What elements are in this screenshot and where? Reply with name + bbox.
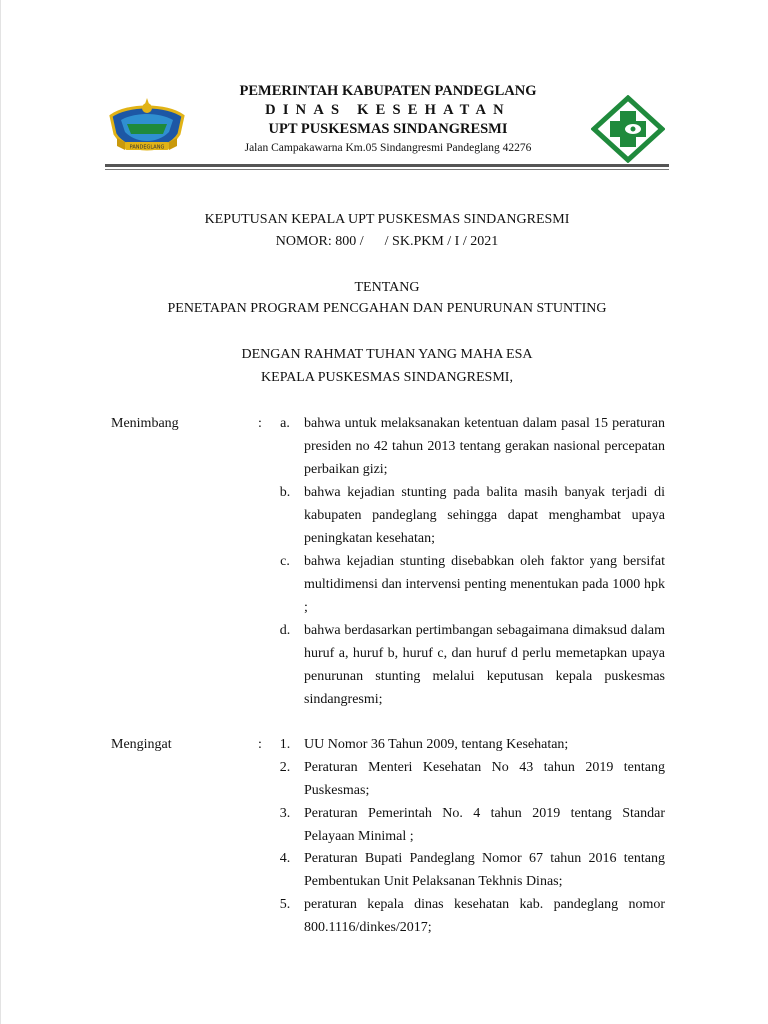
decree-number: NOMOR: 800 / / SK.PKM / I / 2021 xyxy=(275,234,499,249)
decree-title: KEPUTUSAN KEPALA UPT PUSKESMAS SINDANGRESMI xyxy=(204,212,570,227)
letterhead-rule-thin xyxy=(105,169,669,170)
item-marker: 3. xyxy=(279,806,291,821)
item-marker: 5. xyxy=(279,897,291,912)
letterhead-address: Jalan Campakawarna Km.05 Sindangresmi Pandeglang 42276 xyxy=(244,142,532,154)
letterhead-department: DINAS KESEHATAN xyxy=(265,102,511,118)
mengingat-item xyxy=(271,733,665,756)
item-marker: 4. xyxy=(279,851,291,866)
item-text: Peraturan Menteri Kesehatan No 43 tahun 2019 tentang Puskesmas; xyxy=(304,760,665,798)
menimbang-item xyxy=(271,550,665,619)
regency-crest-icon xyxy=(107,94,187,160)
item-text: Peraturan Pemerintah No. 4 tahun 2019 tentang Standar Pelayaan Minimal ; xyxy=(304,806,665,844)
mengingat-colon: : xyxy=(258,737,262,752)
item-text: peraturan kepala dinas kesehatan kab. pandeglang nomor 800.1116/dinkes/2017; xyxy=(304,897,665,935)
item-text: bahwa kejadian stunting pada balita masih banyak terjadi di kabupaten pandeglang sehingga dapat menghambat upaya peningkatan kesehatan; xyxy=(304,485,665,546)
mengingat-item xyxy=(271,847,665,893)
decree-grace: DENGAN RAHMAT TUHAN YANG MAHA ESA xyxy=(241,347,533,362)
item-marker: a. xyxy=(280,416,290,431)
item-marker: d. xyxy=(279,623,291,638)
item-text: bahwa berdasarkan pertimbangan sebagaimana dimaksud dalam huruf a, huruf b, huruf c, dan huruf d perlu memetapkan upaya penurunan stunting melalui keputusan kepala puskesmas sindangresmi; xyxy=(304,623,665,707)
mengingat-item xyxy=(271,756,665,802)
letterhead-rule-thick xyxy=(105,164,669,167)
menimbang-label: Menimbang xyxy=(111,416,179,431)
item-marker: c. xyxy=(280,554,290,569)
letterhead-unit: UPT PUSKESMAS SINDANGRESMI xyxy=(268,121,508,137)
letterhead-government: PEMERINTAH KABUPATEN PANDEGLANG xyxy=(239,83,537,99)
mengingat-label: Mengingat xyxy=(111,737,172,752)
item-text: bahwa kejadian stunting disebabkan oleh faktor yang bersifat multidimensi dan intervensi penting menentukan pada 1000 hpk ; xyxy=(304,554,665,615)
item-marker: 2. xyxy=(279,760,291,775)
menimbang-colon: : xyxy=(258,416,262,431)
item-text: bahwa untuk melaksanakan ketentuan dalam pasal 15 peraturan presiden no 42 tahun 2013 tentang gerakan nasional percepatan perbaikan gizi; xyxy=(304,416,665,477)
item-marker: b. xyxy=(279,485,291,500)
puskesmas-logo-icon xyxy=(591,95,665,163)
mengingat-item xyxy=(271,893,665,939)
item-text: Peraturan Bupati Pandeglang Nomor 67 tahun 2016 tentang Pembentukan Unit Pelaksanan Tekhnis Dinas; xyxy=(304,851,665,889)
menimbang-item xyxy=(271,481,665,550)
letterhead xyxy=(201,82,575,156)
decree-official: KEPALA PUSKESMAS SINDANGRESMI, xyxy=(261,370,513,385)
crest-ribbon-text: PANDEGLANG xyxy=(129,144,165,151)
decree-subject: PENETAPAN PROGRAM PENCGAHAN DAN PENURUNAN STUNTING xyxy=(167,301,607,316)
mengingat-item xyxy=(271,802,665,848)
menimbang-item xyxy=(271,619,665,711)
item-text: UU Nomor 36 Tahun 2009, tentang Kesehatan; xyxy=(304,737,569,752)
item-marker: 1. xyxy=(279,737,291,752)
decree-about: TENTANG xyxy=(354,280,420,295)
menimbang-item xyxy=(271,412,665,481)
